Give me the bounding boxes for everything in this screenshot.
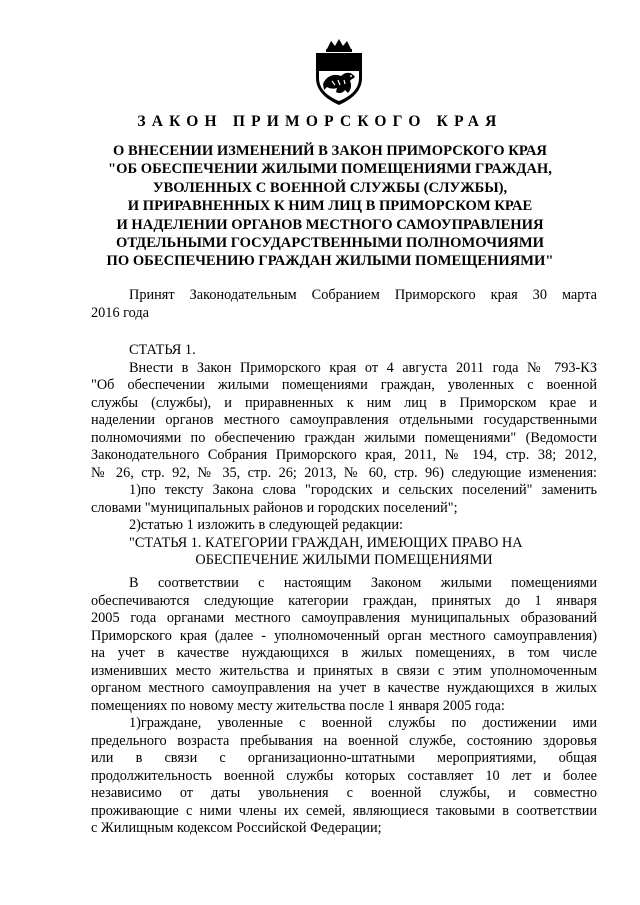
heading-line: ОТДЕЛЬНЫМИ ГОСУДАРСТВЕННЫМИ ПОЛНОМОЧИЯМИ xyxy=(115,235,545,252)
adoption-note xyxy=(91,287,597,322)
heading-line: "ОБ ОБЕСПЕЧЕНИИ ЖИЛЫМИ ПОМЕЩЕНИЯМИ ГРАЖДАН, xyxy=(108,161,552,178)
paragraph-line: проживающие с ними члены их семей, являющиеся таковыми в соответствии xyxy=(91,802,597,819)
heading-line: ПО ОБЕСПЕЧЕНИЮ ГРАЖДАН ЖИЛЫМИ ПОМЕЩЕНИЯМИ" xyxy=(106,253,554,270)
new-article-title: "СТАТЬЯ 1. КАТЕГОРИИ ГРАЖДАН, ИМЕЮЩИХ ПРАВО НА xyxy=(129,534,523,551)
paragraph-line: органом местного самоуправления на учет в качестве нуждающихся в жилых xyxy=(91,680,597,696)
paragraph-line: на учет в качестве нуждающихся в жилых помещениях, в том числе xyxy=(91,645,597,661)
paragraph-line: обеспечиваются следующие категории граждан, принятых до 1 января xyxy=(91,592,597,609)
paragraph-line: с Жилищным кодексом Российской Федерации; xyxy=(91,820,382,836)
paragraph-line: В соответствии с настоящим Законом жилыми помещениями xyxy=(129,575,597,591)
paragraph-line: службы (службы), и приравненных к ним лиц в Приморском крае и xyxy=(91,394,597,411)
heading-line: О ВНЕСЕНИИ ИЗМЕНЕНИЙ В ЗАКОН ПРИМОРСКОГО КРАЯ xyxy=(113,143,547,159)
paragraph-line: предельного возраста пребывания на военной службе, состоянию здоровья xyxy=(91,732,597,749)
paragraph-line: 2005 года органами местного самоуправления муниципальных образований xyxy=(91,610,597,626)
article-1 xyxy=(91,342,597,570)
paragraph-line: № 26, стр. 92, № 35, стр. 26; 2013, № 60, стр. 96) следующие изменения: xyxy=(91,464,597,481)
document-heading xyxy=(80,142,580,271)
paragraph-line: Внести в Закон Приморского края от 4 августа 2011 года № 793-КЗ xyxy=(129,359,597,376)
article-text xyxy=(91,575,597,838)
paragraph-line: продолжительность военной службы которых составляет 10 лет и более xyxy=(91,767,597,784)
paragraph-line: изменивших место жительства и принятых в связи с этим уполномоченным xyxy=(91,662,597,679)
adoption-line: 2016 года xyxy=(91,304,150,321)
article-label: СТАТЬЯ 1. xyxy=(129,342,196,358)
document-title: ЗАКОН ПРИМОРСКОГО КРАЯ xyxy=(137,113,503,130)
paragraph-line: помещениях по новому месту жительства после 1 января 2005 года: xyxy=(91,697,505,714)
paragraph-line: Законодательного Собрания Приморского края, 2011, № 194, стр. 38; 2012, xyxy=(91,447,597,463)
item-line: словами "муниципальных районов и городских поселений"; xyxy=(91,499,458,516)
paragraph-line: Приморского края (далее - уполномоченный орган местного самоуправления) xyxy=(91,627,597,644)
item-line: 1)по тексту Закона слова "городских и сельских поселений" заменить xyxy=(129,482,597,498)
adoption-line: Принят Законодательным Собранием Приморского края 30 марта xyxy=(129,287,597,303)
paragraph-line: полномочиями по обеспечению граждан жилыми помещениями" (Ведомости xyxy=(91,429,597,446)
paragraph-line: "Об обеспечении жилыми помещениями граждан, уволенных с военной xyxy=(91,377,597,393)
paragraph-line: или в связи с организационно-штатными мероприятиями, общая xyxy=(91,750,597,766)
paragraph-line: 1)граждане, уволенные с военной службы по достижении ими xyxy=(129,715,597,731)
paragraph-line: независимо от даты увольнения с военной службы, и совместно xyxy=(91,785,597,801)
item-line: 2)статью 1 изложить в следующей редакции: xyxy=(129,517,403,533)
heading-line: И ПРИРАВНЕННЫХ К НИМ ЛИЦ В ПРИМОРСКОМ КРАЕ xyxy=(127,198,533,215)
heading-line: УВОЛЕННЫХ С ВОЕННОЙ СЛУЖБЫ (СЛУЖБЫ), xyxy=(152,179,508,196)
heading-line: И НАДЕЛЕНИИ ОРГАНОВ МЕСТНОГО САМОУПРАВЛЕНИЯ xyxy=(116,216,544,233)
coat-of-arms-icon xyxy=(310,38,368,106)
paragraph-line: наделении органов местного самоуправления отдельными государственными xyxy=(91,412,597,428)
new-article-title: ОБЕСПЕЧЕНИЕ ЖИЛЫМИ ПОМЕЩЕНИЯМИ xyxy=(195,552,493,568)
